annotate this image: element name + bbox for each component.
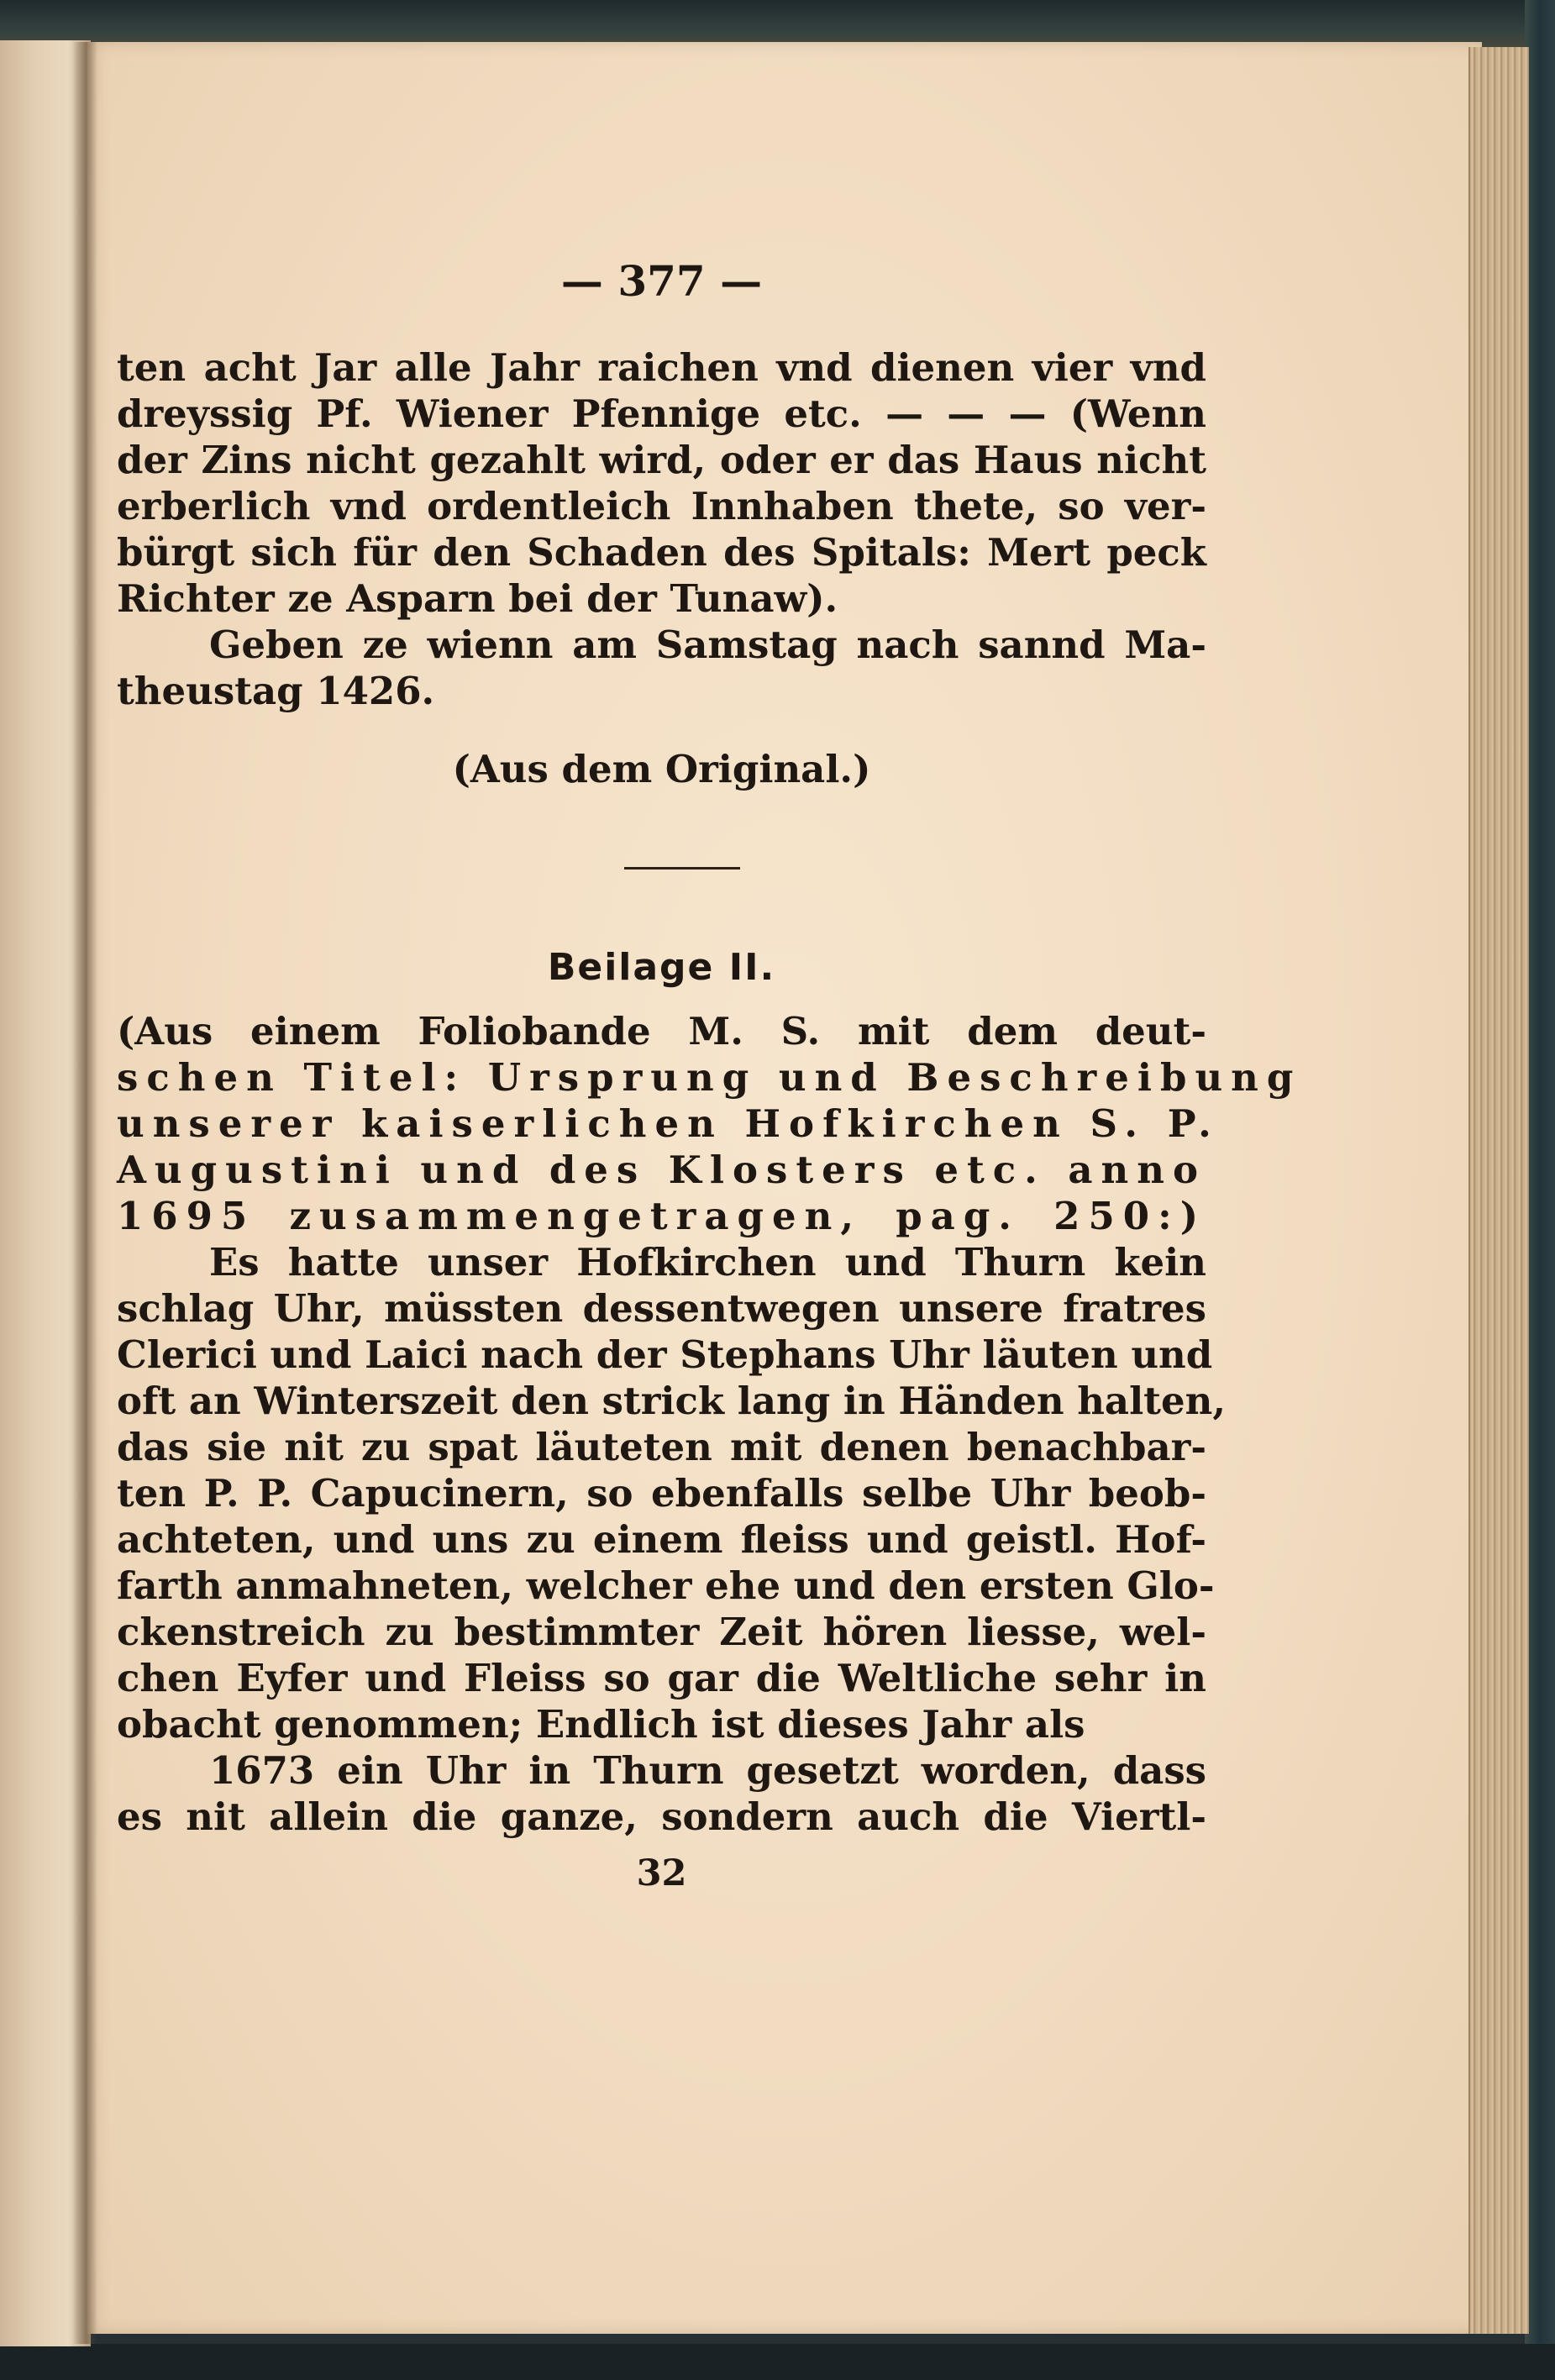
signature-mark: 32 — [636, 1852, 687, 1894]
book-cover-bottom — [0, 2344, 1555, 2380]
intro-line: 1695 zusammengetragen, pag. 250:) — [117, 1194, 1206, 1238]
intro-line: unserer kaiserlichen Hofkirchen S. P. — [117, 1101, 1220, 1146]
text-line: ten acht Jar alle Jahr raichen vnd dienen vier vnd — [117, 345, 1206, 390]
page-edges — [1468, 47, 1529, 2334]
date-line: theustag 1426. — [117, 669, 435, 713]
page-number: — 377 — — [560, 256, 763, 306]
body-line: farth anmahneten, welcher ehe und den ersten Glo- — [117, 1563, 1215, 1608]
text-line: dreyssig Pf. Wiener Pfennige etc. — — — (Wenn — [117, 391, 1206, 436]
body-line: Clerici und Laici nach der Stephans Uhr läuten und — [117, 1332, 1213, 1377]
body-line: 1673 ein Uhr in Thurn gesetzt worden, dass — [209, 1748, 1206, 1793]
section-divider — [624, 867, 740, 870]
body-line: achteten, und uns zu einem fleiss und geistl. Hof- — [117, 1517, 1206, 1562]
body-line: schlag Uhr, müssten dessentwegen unsere fratres — [117, 1286, 1206, 1331]
body-line: obacht genommen; Endlich ist dieses Jahr als — [117, 1702, 1085, 1747]
book-gutter — [72, 42, 97, 2344]
body-line: ckenstreich zu bestimmter Zeit hören liesse, wel- — [117, 1610, 1206, 1654]
body-line: das sie nit zu spat läuteten mit denen benachbar- — [117, 1425, 1206, 1469]
body-line: chen Eyfer und Fleiss so gar die Weltliche sehr in — [117, 1656, 1206, 1700]
text-line: erberlich vnd ordentleich Innhaben thete, so ver- — [117, 484, 1206, 528]
intro-line: (Aus einem Foliobande M. S. mit dem deut- — [117, 1009, 1206, 1053]
text-line: der Zins nicht gezahlt wird, oder er das Haus nicht — [117, 438, 1206, 482]
source-note: (Aus dem Original.) — [452, 747, 871, 791]
section-heading: Beilage II. — [547, 946, 776, 989]
book-cover-right — [1525, 0, 1555, 2380]
intro-line: schen Titel: Ursprung und Beschreibung — [117, 1055, 1302, 1100]
body-line: Es hatte unser Hofkirchen und Thurn kein — [209, 1240, 1206, 1285]
body-line: ten P. P. Capucinern, so ebenfalls selbe Uhr beob- — [117, 1471, 1206, 1516]
body-line: es nit allein die ganze, sondern auch die Viertl- — [117, 1794, 1206, 1839]
text-line: bürgt sich für den Schaden des Spitals: Mert peck — [117, 530, 1206, 575]
intro-line: Augustini und des Klosters etc. anno — [117, 1148, 1206, 1192]
date-line: Geben ze wienn am Samstag nach sannd Ma- — [209, 623, 1206, 667]
text-line: Richter ze Asparn bei der Tunaw). — [117, 576, 838, 621]
body-line: oft an Winterszeit den strick lang in Händen halten, — [117, 1379, 1226, 1423]
